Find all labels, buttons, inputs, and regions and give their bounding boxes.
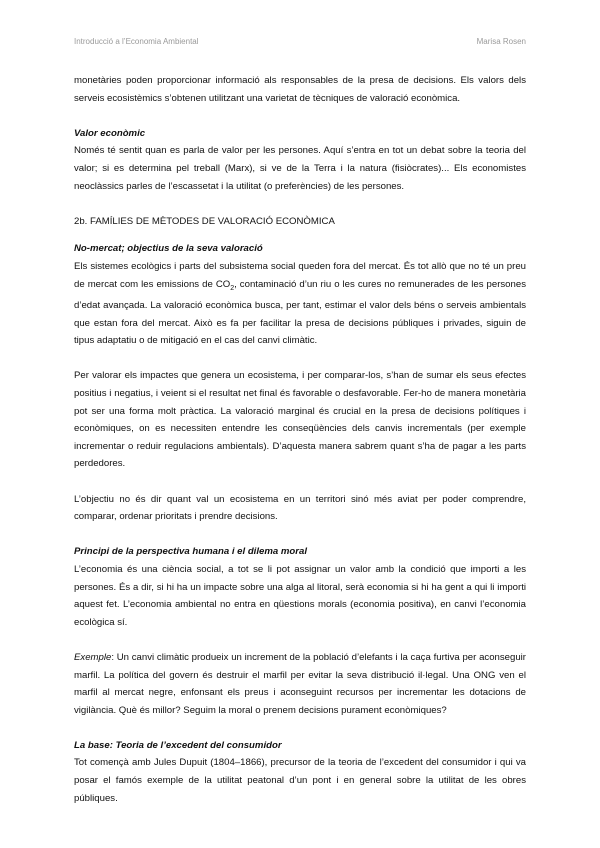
- heading-valor-economic: Valor econòmic: [74, 127, 146, 139]
- subscript-2: 2: [230, 284, 235, 292]
- heading-principi: Principi de la perspectiva humana i el dilema moral: [74, 546, 307, 558]
- paragraph-exemple: [74, 649, 526, 719]
- paragraph-valor: Només té sentit quan es parla de valor per les persones. Aquí s’entra en tot un debat sobre la teoria del valor; si es determina pel treball (Marx), si ve de la Terra i la natura (fisiòcrates)... Els economistes neoclàssics parles de l’escassetat i la utilitat (o preferències) de les persones.: [74, 145, 526, 192]
- text-part: Els sistemes ecològics i parts del subsistema social queden fora del mercat. És tot allò que no té un preu de mercat com les emissions de CO: [74, 260, 526, 290]
- paragraph-impactes: Per valorar els impactes que genera un ecosistema, i per comparar-los, s’han de sumar els seus efectes positius i negatius, i veient si el resultat net final és favorable o desfavorable. Fer-ho de manera monetària pot ser una forma molt pràctica. La valoració marginal és crucial en la presa de decisions polítiques i econòmiques, on es necessiten entendre les conseqüències dels canvis incrementals (per exemple incrementar o reduir regulacions ambientals). D’aquesta manera sabrem quant s’ha de pagar a les parts perdedores.: [74, 370, 526, 470]
- paragraph-base: Tot començà amb Jules Dupuit (1804–1866), precursor de la teoria de l’excedent del consumidor i qui va posar el famós exemple de la utilitat peatonal d’un pont i en general sobre la utilitat de les obres públiques.: [74, 757, 526, 804]
- document-body: [74, 72, 526, 807]
- text-part: , contaminació d’un riu o les cures no remunerades de les persones d’edat avançada. La valoració econòmica busca, per tant, estimar el valor dels béns o serveis ambientals que estan fora del mercat. Això es fa per facilitar la presa de decisions públiques i privades, siguin de tipus adaptatiu o de mitigació en el cas del canvi climàtic.: [74, 278, 526, 347]
- paragraph-intro: monetàries poden proporcionar informació als responsables de la presa de decisions. Els valors dels serveis ecosistèmics s’obtenen utilitzant una varietat de tècniques de valoració econòmica.: [74, 75, 526, 104]
- heading-base: La base: Teoria de l’excedent del consumidor: [74, 739, 282, 751]
- paragraph-principi: L’economia és una ciència social, a tot se li pot assignar un valor amb la condició que importi a les persones. És a dir, si hi ha un impacte sobre una alga al litoral, serà economia si hi ha gent a qui li importi aquest fet. L’economia ambiental no entra en qüestions morals (economia positiva), en canvi l’economia ecològica sí.: [74, 563, 526, 628]
- section-heading: 2b. FAMÍLIES DE MÈTODES DE VALORACIÓ ECONÒMICA: [74, 215, 335, 227]
- paragraph-objectiu: L’objectiu no és dir quant val un ecosistema en un territori sinó més aviat per poder comprendre, comparar, ordenar prioritats i prendre decisions.: [74, 493, 526, 523]
- heading-no-mercat: No-mercat; objectius de la seva valoració: [74, 243, 263, 255]
- page-header: [74, 37, 526, 49]
- header-course-title: Introducció a l’Economia Ambiental: [74, 37, 199, 46]
- label-exemple: Exemple: [74, 651, 112, 663]
- paragraph-no-mercat: [74, 258, 526, 350]
- header-author: Marisa Rosen: [476, 37, 526, 46]
- text-part: : Un canvi climàtic produeix un increment de la població d’elefants i la caça furtiva per aconseguir marfil. La política del govern és destruir el marfil per evitar la seva distribució il·legal. Una ONG ven el marfil al mercat negre, enfonsant els preus i aconseguint recursos per incrementar les dotacions de vigilància. Què és millor? Seguim la moral o prenem decisions purament econòmiques?: [74, 651, 526, 716]
